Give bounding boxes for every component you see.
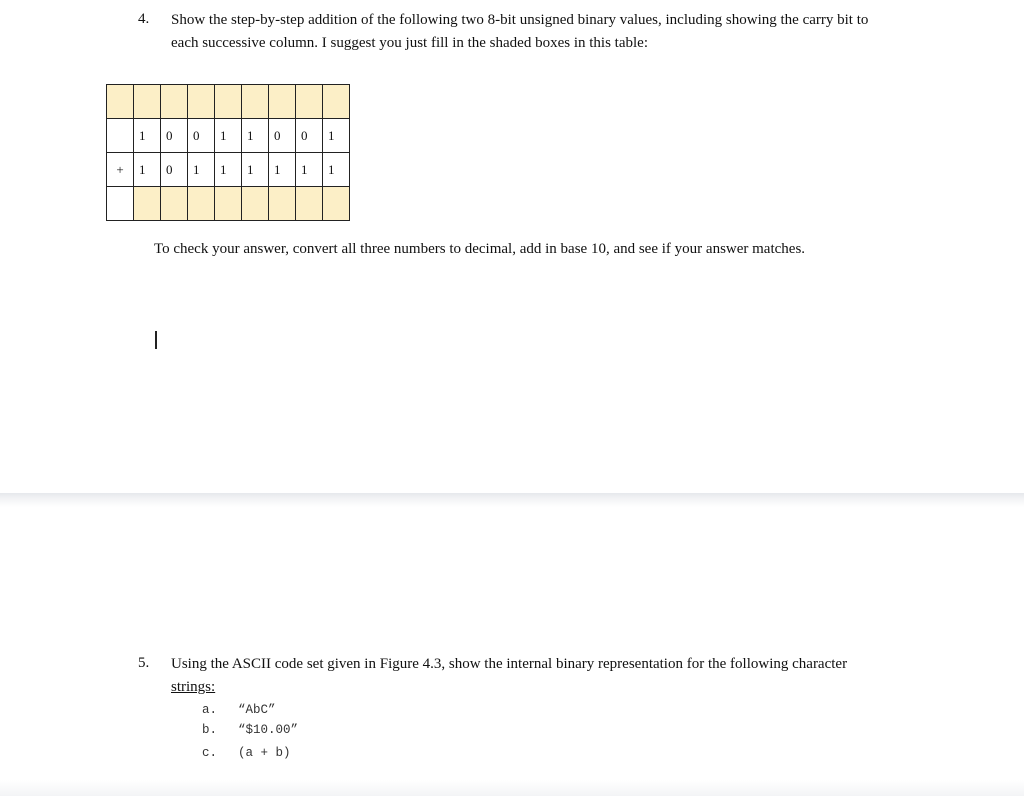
- carry-row: [107, 85, 350, 119]
- carry-cell[interactable]: [161, 85, 188, 119]
- question-4-number: 4.: [138, 11, 150, 27]
- carry-cell[interactable]: [242, 85, 269, 119]
- bit-cell: 1: [215, 119, 242, 153]
- bit-cell: 0: [161, 153, 188, 187]
- page-separator: [0, 493, 1024, 507]
- carry-cell[interactable]: [269, 85, 296, 119]
- option-text: (a + b): [238, 746, 291, 760]
- bit-cell: 0: [188, 119, 215, 153]
- option-b: [202, 723, 298, 737]
- question-4-line-2: each successive column. I suggest you just fill in the shaded boxes in this table:: [171, 35, 648, 51]
- page-bottom-edge: [0, 780, 1024, 796]
- question-5-number: 5.: [138, 655, 150, 671]
- sum-cell[interactable]: [269, 187, 296, 221]
- question-5-line-1: Using the ASCII code set given in Figure 4.3, show the internal binary representation for the following character: [171, 656, 848, 672]
- bit-cell: 1: [296, 153, 323, 187]
- sum-cell[interactable]: [188, 187, 215, 221]
- bit-cell: 1: [269, 153, 296, 187]
- option-text: “$10.00”: [238, 723, 299, 737]
- option-a: [202, 703, 276, 717]
- bit-cell: 1: [134, 119, 161, 153]
- empty-cell: [107, 187, 134, 221]
- sum-cell[interactable]: [161, 187, 188, 221]
- carry-cell[interactable]: [323, 85, 350, 119]
- bit-cell: 1: [242, 119, 269, 153]
- bit-cell: 0: [269, 119, 296, 153]
- empty-cell: [107, 119, 134, 153]
- option-letter: c.: [202, 746, 218, 760]
- sum-cell[interactable]: [296, 187, 323, 221]
- binary-addition-table: [106, 84, 350, 221]
- bit-cell: 1: [323, 119, 350, 153]
- operand-2-row: [107, 153, 350, 187]
- carry-cell[interactable]: [107, 85, 134, 119]
- option-letter: a.: [202, 703, 218, 717]
- carry-cell[interactable]: [296, 85, 323, 119]
- operand-1-row: [107, 119, 350, 153]
- sum-row: [107, 187, 350, 221]
- question-5-text: [171, 653, 847, 699]
- sum-cell[interactable]: [215, 187, 242, 221]
- sum-cell[interactable]: [134, 187, 161, 221]
- question-5-line-2: strings:: [171, 679, 216, 695]
- carry-cell[interactable]: [188, 85, 215, 119]
- text-cursor[interactable]: [155, 331, 157, 349]
- bit-cell: 1: [134, 153, 161, 187]
- check-instruction: To check your answer, convert all three numbers to decimal, add in base 10, and see if your answer matches.: [154, 241, 806, 257]
- bit-cell: 1: [323, 153, 350, 187]
- bit-cell: 1: [215, 153, 242, 187]
- question-4-text: [171, 9, 868, 55]
- plus-sign: +: [107, 153, 134, 187]
- bit-cell: 1: [242, 153, 269, 187]
- bit-cell: 0: [161, 119, 188, 153]
- bit-cell: 1: [188, 153, 215, 187]
- option-letter: b.: [202, 723, 218, 737]
- sum-cell[interactable]: [242, 187, 269, 221]
- carry-cell[interactable]: [134, 85, 161, 119]
- sum-cell[interactable]: [323, 187, 350, 221]
- question-4-line-1: Show the step-by-step addition of the following two 8-bit unsigned binary values, including showing the carry bit to: [171, 12, 869, 28]
- bit-cell: 0: [296, 119, 323, 153]
- option-c: [202, 746, 291, 760]
- option-text: “AbC”: [238, 703, 276, 717]
- carry-cell[interactable]: [215, 85, 242, 119]
